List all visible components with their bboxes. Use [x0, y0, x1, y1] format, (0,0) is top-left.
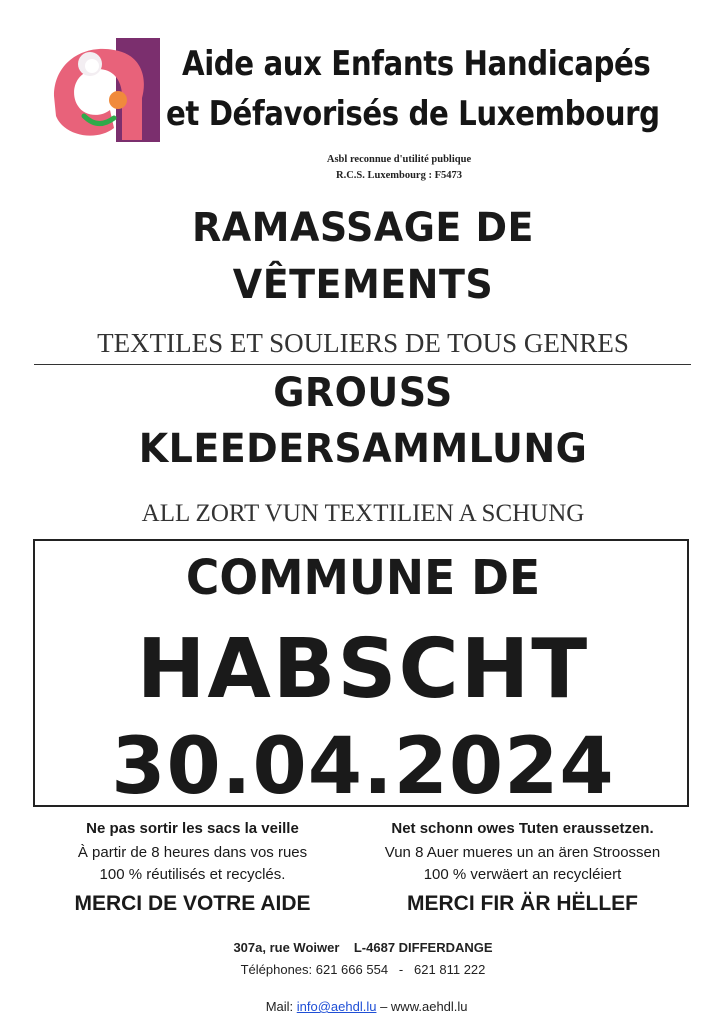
- instruction-lu-line1: Net schonn owes Tuten eraussetzen.: [391, 820, 654, 837]
- commune-name: HABSCHT: [136, 622, 590, 717]
- organization-rcs: R.C.S. Luxembourg : F5473: [335, 170, 462, 181]
- instruction-lu-line2: Vun 8 Auer mueres un an ären Stroossen: [384, 844, 661, 861]
- headline-fr-line2: VÊTEMENTS: [232, 262, 494, 308]
- aehdl-logo-icon: [44, 36, 162, 154]
- instruction-fr-line1: Ne pas sortir les sacs la veille: [86, 820, 299, 837]
- thanks-lu: MERCI FIR ÄR HËLLEF: [407, 892, 638, 915]
- thanks-fr: MERCI DE VOTRE AIDE: [74, 892, 311, 915]
- section-divider: [34, 364, 691, 365]
- contact-mail-label: Mail:: [265, 999, 297, 1014]
- instruction-fr-line2: À partir de 8 heures dans vos rues: [77, 844, 308, 861]
- headline-fr-line1: RAMASSAGE DE: [192, 205, 534, 251]
- event-date: 30.04.2024: [111, 722, 615, 812]
- instruction-lu-line3: 100 % verwäert an recycléiert: [423, 866, 622, 883]
- commune-label: COMMUNE DE: [185, 550, 541, 606]
- headline-lu-subtitle: ALL ZORT VUN TEXTILIEN A SCHUNG: [141, 500, 585, 527]
- headline-lu-line1: GROUSS: [273, 370, 453, 416]
- contact-address: 307a, rue Woiwer L-4687 DIFFERDANGE: [233, 940, 493, 955]
- headline-fr-subtitle: TEXTILES ET SOULIERS DE TOUS GENRES: [97, 328, 629, 358]
- instruction-fr-line3: 100 % réutilisés et recyclés.: [99, 866, 286, 883]
- headline-lu-line2: KLEEDERSAMMLUNG: [138, 426, 588, 472]
- contact-phones: Téléphones: 621 666 554 - 621 811 222: [240, 962, 486, 977]
- organization-name-line1: Aide aux Enfants Handicapés: [182, 44, 651, 84]
- contact-website[interactable]: www.aehdl.lu: [390, 999, 468, 1014]
- organization-name-line2: et Défavorisés de Luxembourg: [166, 94, 660, 134]
- contact-email-link[interactable]: info@aehdl.lu: [296, 999, 377, 1014]
- contact-separator: –: [376, 999, 391, 1014]
- organization-status: Asbl reconnue d'utilité publique: [326, 154, 472, 165]
- contact-mail-line: [0, 984, 726, 1014]
